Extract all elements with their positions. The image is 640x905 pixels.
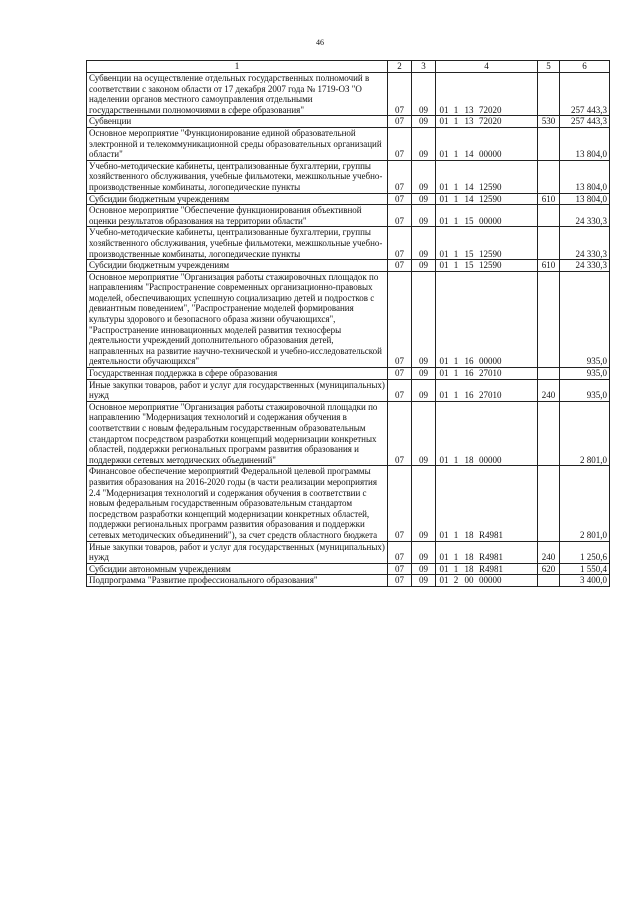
code-part-k1: 01 <box>439 454 449 465</box>
code-part-k2: 1 <box>453 116 459 127</box>
row-subsection: 09 <box>412 127 436 160</box>
code-part-k4: 12590 <box>479 248 502 259</box>
code-part-k3: 18 <box>464 454 474 465</box>
row-section: 07 <box>388 127 412 160</box>
row-target-code <box>436 401 538 466</box>
code-part-k4: 12590 <box>479 260 502 271</box>
row-name: Подпрограмма "Развитие профессионального образования" <box>87 575 388 587</box>
col-header-3: 3 <box>412 61 436 73</box>
row-expense-type: 610 <box>538 193 560 205</box>
code-part-k3: 15 <box>464 215 474 226</box>
row-amount: 13 804,0 <box>560 127 610 160</box>
row-expense-type <box>538 160 560 193</box>
code-part-k1: 01 <box>439 116 449 127</box>
col-header-2: 2 <box>388 61 412 73</box>
table-row <box>87 127 610 160</box>
col-header-6: 6 <box>560 61 610 73</box>
row-expense-type <box>538 227 560 260</box>
row-target-code <box>436 466 538 541</box>
code-part-k2: 1 <box>453 390 459 401</box>
code-part-k2: 1 <box>453 149 459 160</box>
code-part-k2: 1 <box>453 529 459 540</box>
row-name: Субвенции на осуществление отдельных государственных полномочий в соответствии с законом области от 17 декабря 2007 года № 1719-ОЗ "О наделении органов местного самоуправления отдельными государственными полномочиями в сфере образования" <box>87 73 388 116</box>
row-amount: 3 400,0 <box>560 575 610 587</box>
row-section: 07 <box>388 116 412 128</box>
row-target-code <box>436 193 538 205</box>
row-expense-type: 530 <box>538 116 560 128</box>
code-part-k3: 15 <box>464 248 474 259</box>
code-part-k1: 01 <box>439 563 449 574</box>
row-section: 07 <box>388 205 412 227</box>
row-amount: 24 330,3 <box>560 227 610 260</box>
row-expense-type <box>538 401 560 466</box>
code-part-k4: 72020 <box>479 116 502 127</box>
row-section: 07 <box>388 379 412 401</box>
row-amount: 13 804,0 <box>560 160 610 193</box>
row-expense-type: 240 <box>538 379 560 401</box>
code-part-k3: 14 <box>464 193 474 204</box>
code-part-k1: 01 <box>439 193 449 204</box>
row-section: 07 <box>388 575 412 587</box>
row-target-code <box>436 563 538 575</box>
code-part-k2: 1 <box>453 454 459 465</box>
row-target-code <box>436 73 538 116</box>
table-row <box>87 271 610 367</box>
row-section: 07 <box>388 73 412 116</box>
code-part-k1: 01 <box>439 104 449 115</box>
row-target-code <box>436 379 538 401</box>
table-row <box>87 73 610 116</box>
row-name: Основное мероприятие "Обеспечение функционирования объективной оценки результатов образования на территории области" <box>87 205 388 227</box>
table-row <box>87 116 610 128</box>
row-expense-type: 620 <box>538 563 560 575</box>
row-target-code <box>436 127 538 160</box>
row-subsection: 09 <box>412 401 436 466</box>
row-expense-type <box>538 127 560 160</box>
row-section: 07 <box>388 193 412 205</box>
table-row <box>87 466 610 541</box>
row-amount: 24 330,3 <box>560 205 610 227</box>
code-part-k4: 00000 <box>479 149 502 160</box>
budget-table <box>86 60 610 587</box>
row-expense-type <box>538 205 560 227</box>
row-name: Иные закупки товаров, работ и услуг для государственных (муниципальных) нужд <box>87 379 388 401</box>
table-row <box>87 160 610 193</box>
row-expense-type <box>538 73 560 116</box>
row-expense-type <box>538 271 560 367</box>
code-part-k1: 01 <box>439 149 449 160</box>
code-part-k2: 1 <box>453 260 459 271</box>
code-part-k3: 15 <box>464 260 474 271</box>
code-part-k4: 00000 <box>479 575 502 586</box>
table-row <box>87 368 610 380</box>
code-part-k3: 13 <box>464 104 474 115</box>
row-name: Учебно-методические кабинеты, централизованные бухгалтерии, группы хозяйственного обслуживания, учебные фильмотеки, межшкольные учебно-производственные комбинаты, логопедические пункты <box>87 160 388 193</box>
row-subsection: 09 <box>412 271 436 367</box>
row-subsection: 09 <box>412 575 436 587</box>
table-row <box>87 379 610 401</box>
row-name: Основное мероприятие "Организация работы стажировочных площадок по направлениям "Распространение современных организационно-правовых моделей, обеспечивающих успешную социализацию детей и подростков с девиантным поведением", "Распространение моделей формирования культуры здорового и безопасного образа жизни обучающихся", "Распространение инновационных моделей развития техносферы деятельности учреждений дополнительного образования детей, направленных на развитие научно-технической и учебно-исследовательской деятельности обучающихся" <box>87 271 388 367</box>
code-part-k2: 1 <box>453 215 459 226</box>
row-name: Иные закупки товаров, работ и услуг для государственных (муниципальных) нужд <box>87 541 388 563</box>
code-part-k4: 12590 <box>479 181 502 192</box>
row-target-code <box>436 227 538 260</box>
table-row <box>87 563 610 575</box>
row-name: Учебно-методические кабинеты, централизованные бухгалтерии, группы хозяйственного обслуживания, учебные фильмотеки, межшкольные учебно-производственные комбинаты, логопедические пункты <box>87 227 388 260</box>
header-row <box>87 61 610 73</box>
code-part-k3: 14 <box>464 149 474 160</box>
code-part-k1: 01 <box>439 181 449 192</box>
code-part-k4: 00000 <box>479 454 502 465</box>
row-subsection: 09 <box>412 368 436 380</box>
row-section: 07 <box>388 271 412 367</box>
row-name: Субсидии автономным учреждениям <box>87 563 388 575</box>
table-row <box>87 227 610 260</box>
code-part-k4: 72020 <box>479 104 502 115</box>
row-target-code <box>436 575 538 587</box>
code-part-k2: 1 <box>453 248 459 259</box>
table-row <box>87 541 610 563</box>
code-part-k1: 01 <box>439 529 449 540</box>
row-expense-type <box>538 575 560 587</box>
row-name: Основное мероприятие "Организация работы стажировочной площадки по направлению "Модернизация технологий и содержания обучения в соответствии с новым федеральным государственным образовательным стандартом посредством разработки концепций модернизации конкретных областей, поддержки региональных программ развития образования и поддержки сетевых методических объединений" <box>87 401 388 466</box>
code-part-k2: 1 <box>453 552 459 563</box>
code-part-k3: 16 <box>464 390 474 401</box>
row-amount: 257 443,3 <box>560 116 610 128</box>
table-row <box>87 205 610 227</box>
table-row <box>87 401 610 466</box>
row-target-code <box>436 541 538 563</box>
col-header-4: 4 <box>436 61 538 73</box>
code-part-k1: 01 <box>439 390 449 401</box>
row-target-code <box>436 260 538 272</box>
row-section: 07 <box>388 260 412 272</box>
code-part-k2: 1 <box>453 356 459 367</box>
row-amount: 13 804,0 <box>560 193 610 205</box>
code-part-k3: 16 <box>464 356 474 367</box>
row-section: 07 <box>388 368 412 380</box>
row-section: 07 <box>388 466 412 541</box>
col-header-5: 5 <box>538 61 560 73</box>
code-part-k1: 01 <box>439 260 449 271</box>
code-part-k3: 18 <box>464 552 474 563</box>
row-section: 07 <box>388 563 412 575</box>
row-section: 07 <box>388 227 412 260</box>
row-subsection: 09 <box>412 116 436 128</box>
code-part-k3: 00 <box>464 575 474 586</box>
code-part-k2: 1 <box>453 193 459 204</box>
code-part-k2: 1 <box>453 368 459 379</box>
row-subsection: 09 <box>412 205 436 227</box>
row-name: Основное мероприятие "Функционирование единой образовательной электронной и телекоммуникационной среды образовательных организаций области" <box>87 127 388 160</box>
row-name: Финансовое обеспечение мероприятий Федеральной целевой программы развития образования на 2016-2020 годы (в части реализации мероприятия 2.4 "Модернизация технологий и содержания обучения в соответствии с новым федеральным государственным образовательным стандартом посредством разработки концепций модернизации конкретных областей, поддержки региональных программ развития образования и поддержки сетевых методических объединений"), за счет средств областного бюджета <box>87 466 388 541</box>
row-amount: 257 443,3 <box>560 73 610 116</box>
row-target-code <box>436 160 538 193</box>
row-subsection: 09 <box>412 193 436 205</box>
code-part-k1: 01 <box>439 356 449 367</box>
code-part-k4: 27010 <box>479 368 502 379</box>
row-amount: 24 330,3 <box>560 260 610 272</box>
row-subsection: 09 <box>412 260 436 272</box>
code-part-k4: R4981 <box>479 552 504 563</box>
row-section: 07 <box>388 160 412 193</box>
row-section: 07 <box>388 541 412 563</box>
row-name: Субвенции <box>87 116 388 128</box>
row-name: Государственная поддержка в сфере образования <box>87 368 388 380</box>
code-part-k3: 18 <box>464 529 474 540</box>
code-part-k4: 00000 <box>479 356 502 367</box>
code-part-k4: 27010 <box>479 390 502 401</box>
row-subsection: 09 <box>412 541 436 563</box>
code-part-k1: 01 <box>439 248 449 259</box>
row-section: 07 <box>388 401 412 466</box>
row-target-code <box>436 205 538 227</box>
row-amount: 1 250,6 <box>560 541 610 563</box>
code-part-k3: 14 <box>464 181 474 192</box>
row-subsection: 09 <box>412 227 436 260</box>
code-part-k1: 01 <box>439 215 449 226</box>
code-part-k3: 16 <box>464 368 474 379</box>
row-subsection: 09 <box>412 160 436 193</box>
row-amount: 2 801,0 <box>560 466 610 541</box>
code-part-k1: 01 <box>439 368 449 379</box>
row-amount: 1 550,4 <box>560 563 610 575</box>
code-part-k1: 01 <box>439 552 449 563</box>
code-part-k2: 1 <box>453 563 459 574</box>
code-part-k4: 00000 <box>479 215 502 226</box>
code-part-k1: 01 <box>439 575 449 586</box>
row-target-code <box>436 271 538 367</box>
table-row <box>87 193 610 205</box>
row-amount: 2 801,0 <box>560 401 610 466</box>
code-part-k2: 1 <box>453 181 459 192</box>
code-part-k3: 13 <box>464 116 474 127</box>
page-number: 46 <box>316 38 324 47</box>
row-subsection: 09 <box>412 379 436 401</box>
row-amount: 935,0 <box>560 368 610 380</box>
row-expense-type: 610 <box>538 260 560 272</box>
row-expense-type <box>538 368 560 380</box>
code-part-k3: 18 <box>464 563 474 574</box>
row-subsection: 09 <box>412 466 436 541</box>
table-row <box>87 575 610 587</box>
row-target-code <box>436 368 538 380</box>
col-header-1: 1 <box>87 61 388 73</box>
code-part-k2: 2 <box>453 575 459 586</box>
row-name: Субсидии бюджетным учреждениям <box>87 260 388 272</box>
code-part-k4: 12590 <box>479 193 502 204</box>
row-amount: 935,0 <box>560 271 610 367</box>
code-part-k4: R4981 <box>479 529 504 540</box>
row-name: Субсидии бюджетным учреждениям <box>87 193 388 205</box>
row-subsection: 09 <box>412 563 436 575</box>
row-expense-type: 240 <box>538 541 560 563</box>
code-part-k4: R4981 <box>479 563 504 574</box>
row-expense-type <box>538 466 560 541</box>
table-row <box>87 260 610 272</box>
row-target-code <box>436 116 538 128</box>
row-amount: 935,0 <box>560 379 610 401</box>
code-part-k2: 1 <box>453 104 459 115</box>
row-subsection: 09 <box>412 73 436 116</box>
